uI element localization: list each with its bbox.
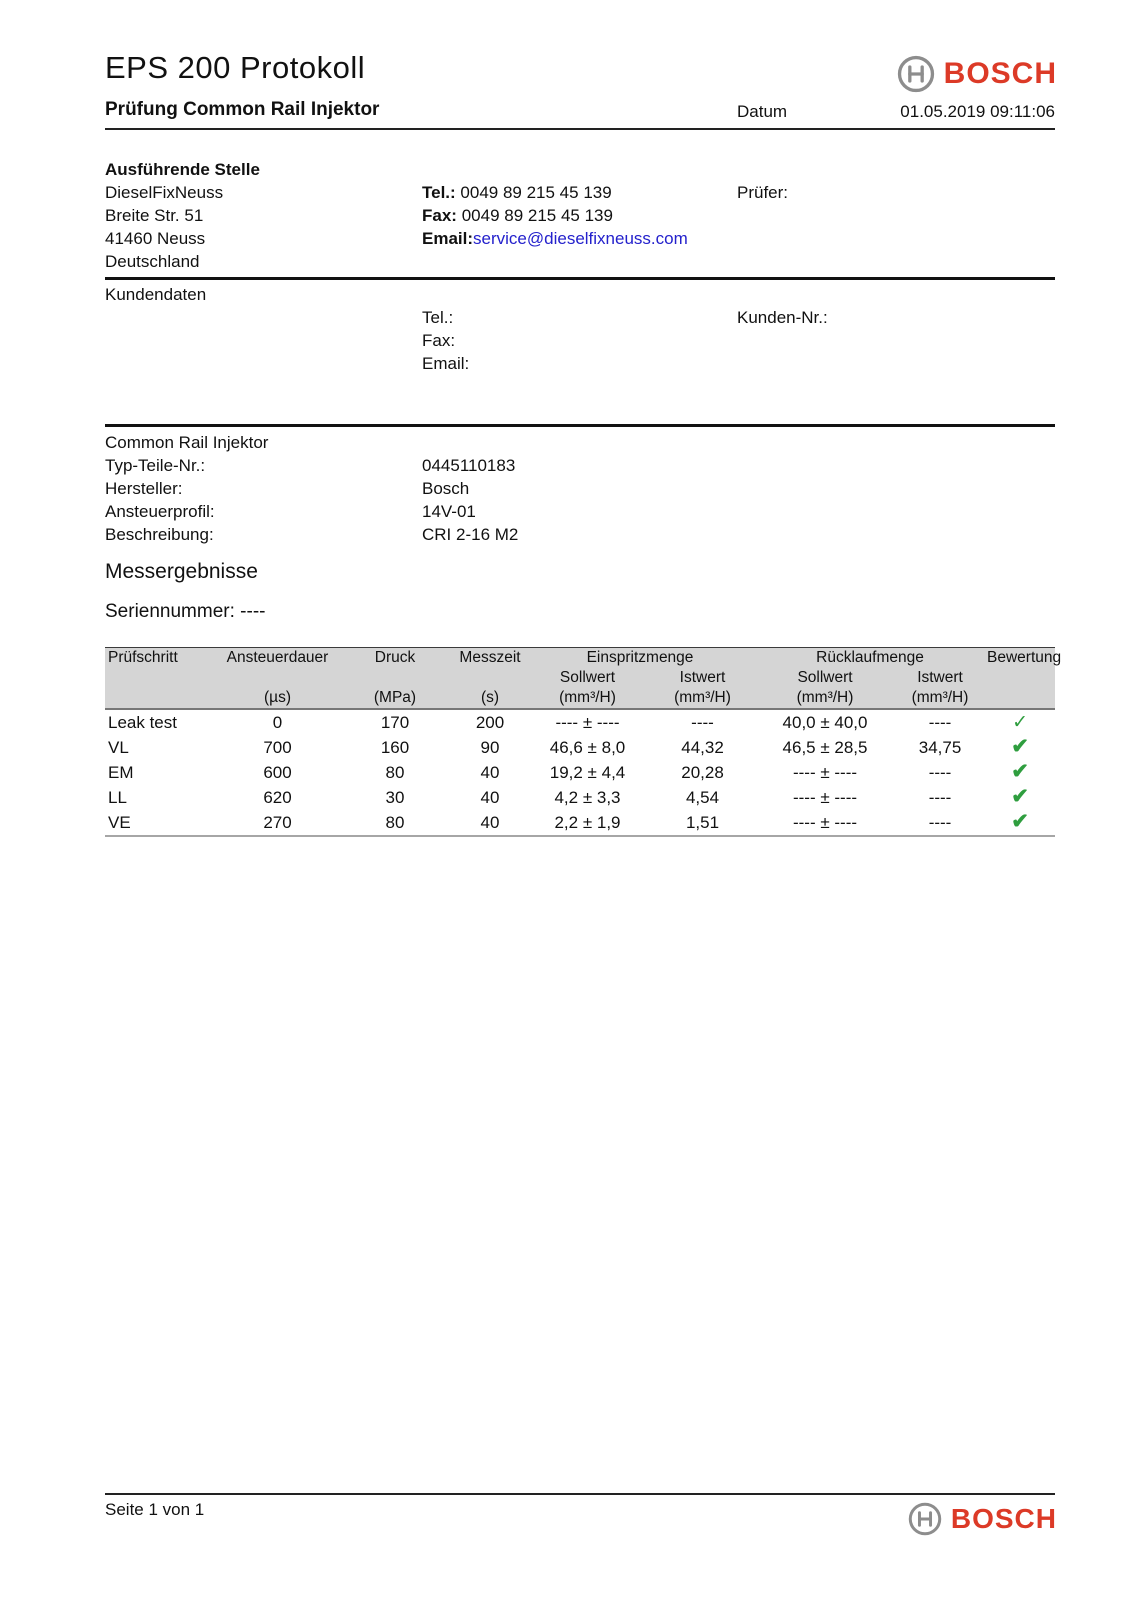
col-header-druck: Druck	[374, 649, 416, 666]
table-row	[105, 785, 1055, 810]
cell-druck: 80	[335, 810, 455, 836]
unit-messzeit: (s)	[455, 688, 525, 709]
cell-bewertung	[985, 760, 1055, 785]
cell-bewertung	[985, 785, 1055, 810]
checkmark-icon: ✔	[1011, 759, 1029, 783]
table-row	[105, 709, 1055, 735]
cell-ruecklauf_soll: 40,0 ± 40,0	[782, 712, 868, 732]
results-heading: Messergebnisse	[105, 560, 258, 583]
cell-name: Leak test	[108, 712, 177, 732]
injector-row-label: Beschreibung:	[105, 525, 214, 544]
cell-bewertung	[985, 709, 1055, 735]
bosch-wordmark: BOSCH	[943, 57, 1057, 90]
provider-city: 41460 Neuss	[105, 229, 206, 248]
customer-tel-label: Tel.:	[422, 308, 454, 327]
bosch-logo-top	[897, 55, 1057, 93]
cell-ruecklauf_soll: 46,5 ± 28,5	[782, 737, 868, 757]
results-table-header	[105, 648, 1062, 710]
injector-info	[105, 431, 518, 546]
cell-einspritz_ist: 20,28	[681, 762, 724, 782]
table-row	[105, 810, 1055, 836]
cell-name: VE	[105, 810, 220, 836]
unit-einspritz-sollwert: (mm³/H)	[525, 688, 650, 709]
unit-ansteuerdauer: (µs)	[220, 688, 335, 709]
checkmark-icon: ✔	[1011, 734, 1029, 758]
fax-value: 0049 89 215 45 139	[461, 206, 613, 225]
cell-einspritz_soll: ---- ± ----	[555, 712, 620, 732]
cell-druck: 170	[380, 712, 410, 732]
checkmark-icon: ✓	[1012, 711, 1028, 733]
results-table-body	[105, 709, 1055, 836]
injector-row-label: Ansteuerprofil:	[105, 502, 215, 521]
checkmark-icon: ✔	[1011, 784, 1029, 808]
customer-divider	[105, 424, 1055, 427]
col-header-bewertung: Bewertung	[987, 649, 1062, 666]
cell-druck: 160	[380, 737, 410, 757]
cell-ansteuerdauer: 620	[263, 787, 292, 807]
cell-einspritz_soll: 4,2 ± 3,3	[554, 787, 621, 807]
email-label: Email:	[422, 229, 474, 248]
cell-messzeit: 40	[480, 787, 500, 807]
subheader-ruecklauf-sollwert: Sollwert	[797, 669, 853, 686]
cell-einspritz_ist: 4,54	[685, 787, 720, 807]
date-label: Datum	[737, 102, 788, 121]
subheader-einspritz-sollwert: Sollwert	[559, 669, 616, 686]
bosch-wordmark: BOSCH	[950, 1503, 1057, 1534]
cell-messzeit: 90	[480, 737, 500, 757]
unit-ruecklauf-istwert: (mm³/H)	[895, 688, 985, 709]
injector-row	[105, 523, 518, 546]
cell-ruecklauf_ist: ----	[928, 762, 952, 782]
cell-einspritz_soll: 46,6 ± 8,0	[549, 737, 626, 757]
cell-name: LL	[108, 787, 127, 807]
checkmark-icon: ✔	[1011, 809, 1029, 833]
bosch-armature-icon	[908, 1502, 942, 1536]
bosch-logo-footer	[908, 1502, 1057, 1536]
pruefer-label: Prüfer:	[737, 183, 789, 202]
cell-druck: 30	[385, 787, 405, 807]
customer-fax-label: Fax:	[422, 331, 456, 350]
unit-ruecklauf-sollwert: (mm³/H)	[755, 688, 895, 709]
cell-ruecklauf_ist: ----	[928, 712, 952, 732]
customer-heading: Kundendaten	[105, 285, 207, 304]
subheader-einspritz-istwert: Istwert	[679, 669, 726, 686]
subheader-ruecklauf-istwert: Istwert	[917, 669, 963, 686]
cell-ruecklauf_soll: ---- ± ----	[792, 762, 858, 782]
cell-ruecklauf_ist: ----	[895, 810, 985, 836]
injector-row	[105, 500, 518, 523]
injector-heading: Common Rail Injektor	[105, 433, 269, 452]
injector-row	[105, 477, 518, 500]
cell-druck: 80	[385, 762, 405, 782]
unit-einspritz-istwert: (mm³/H)	[650, 688, 755, 709]
cell-messzeit: 40	[455, 810, 525, 836]
col-header-messzeit: Messzeit	[459, 649, 521, 666]
cell-messzeit: 40	[480, 762, 500, 782]
cell-ansteuerdauer: 700	[263, 737, 292, 757]
cell-ruecklauf_ist: ----	[928, 787, 952, 807]
injector-row-value: Bosch	[422, 479, 470, 498]
customer-contact	[422, 306, 469, 375]
cell-einspritz_soll: 2,2 ± 1,9	[525, 810, 650, 836]
customer-email-label: Email:	[422, 354, 470, 373]
email-link[interactable]: service@dieselfixneuss.com	[473, 229, 688, 248]
cell-ruecklauf_ist: 34,75	[918, 737, 962, 757]
cell-ruecklauf_soll: ---- ± ----	[755, 810, 895, 836]
provider-contact	[422, 181, 688, 250]
cell-bewertung	[985, 735, 1055, 760]
injector-row-value: 0445110183	[422, 456, 516, 475]
provider-country: Deutschland	[105, 252, 200, 271]
cell-ansteuerdauer: 0	[272, 712, 283, 732]
col-header-ruecklaufmenge: Rücklaufmenge	[816, 649, 924, 666]
provider-street: Breite Str. 51	[105, 206, 204, 225]
provider-fax-line	[422, 204, 688, 227]
cell-name: VL	[108, 737, 129, 757]
tel-value: 0049 89 215 45 139	[460, 183, 612, 202]
provider-divider	[105, 277, 1055, 280]
col-header-einspritzmenge: Einspritzmenge	[586, 649, 694, 666]
results-table-wrap	[105, 647, 1062, 837]
cell-einspritz_ist: 44,32	[681, 737, 724, 757]
header-divider	[105, 128, 1055, 130]
injector-row	[105, 454, 518, 477]
cell-name: EM	[108, 762, 134, 782]
provider-heading: Ausführende Stelle	[105, 160, 260, 179]
table-row	[105, 735, 1055, 760]
cell-ansteuerdauer: 600	[263, 762, 292, 782]
injector-row-label: Typ-Teile-Nr.:	[105, 456, 206, 475]
cell-einspritz_soll: 19,2 ± 4,4	[549, 762, 626, 782]
unit-druck: (MPa)	[335, 688, 455, 709]
cell-messzeit: 200	[475, 712, 505, 732]
col-header-pruefschritt: Prüfschritt	[108, 649, 178, 666]
injector-row-label: Hersteller:	[105, 479, 183, 498]
cell-ansteuerdauer: 270	[220, 810, 335, 836]
col-header-ansteuerdauer: Ansteuerdauer	[226, 649, 329, 666]
page-number: Seite 1 von 1	[105, 1500, 205, 1519]
serial-number: Seriennummer: ----	[105, 601, 266, 622]
injector-row-value: 14V-01	[422, 502, 476, 521]
provider-email-line	[422, 227, 688, 250]
cell-ruecklauf_soll: ---- ± ----	[792, 787, 858, 807]
fax-label: Fax:	[422, 206, 457, 225]
provider-tel-line	[422, 181, 688, 204]
injector-row-value: CRI 2-16 M2	[422, 525, 519, 544]
tel-label: Tel.:	[422, 183, 456, 202]
bosch-armature-icon	[897, 55, 935, 93]
page-title: EPS 200 Protokoll	[105, 50, 366, 85]
cell-bewertung	[985, 810, 1055, 836]
page-subtitle: Prüfung Common Rail Injektor	[105, 99, 380, 120]
date-value: 01.05.2019 09:11:06	[900, 102, 1055, 121]
provider-address	[105, 158, 260, 273]
provider-name: DieselFixNeuss	[105, 183, 224, 202]
footer-divider	[105, 1493, 1055, 1495]
kunden-nr-label: Kunden-Nr.:	[737, 308, 828, 327]
results-table	[105, 647, 1062, 837]
cell-einspritz_ist: ----	[691, 712, 714, 732]
table-row	[105, 760, 1055, 785]
cell-einspritz_ist: 1,51	[650, 810, 755, 836]
